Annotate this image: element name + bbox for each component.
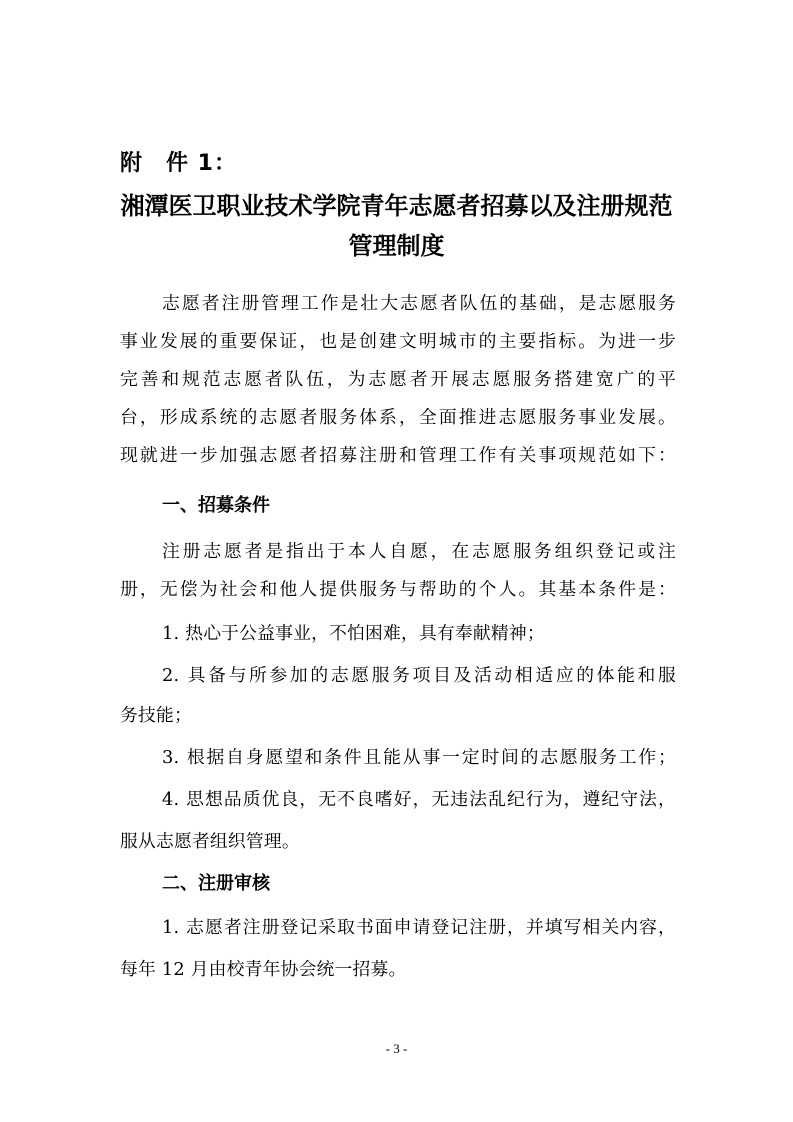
section1-paragraph-line-2: 册，无偿为社会和他人提供服务与帮助的个人。其基本条件是：: [120, 579, 676, 600]
document-title-line-1: 湘潭医卫职业技术学院青年志愿者招募以及注册规范: [120, 192, 673, 220]
intro-line-2: 事业发展的重要保证，也是创建文明城市的主要指标。为进一步: [120, 331, 676, 352]
condition-item-3: 3. 根据自身愿望和条件且能从事一定时间的志愿服务工作；: [162, 747, 676, 768]
condition-item-1: 1. 热心于公益事业，不怕困难，具有奉献精神；: [162, 623, 545, 644]
page-number: - 3 -: [385, 1041, 408, 1056]
review-item-1-line-1: 1. 志愿者注册登记采取书面申请登记注册，并填写相关内容，: [162, 917, 676, 938]
intro-line-5: 现就进一步加强志愿者招募注册和管理工作有关事项规范如下：: [120, 445, 676, 466]
attachment-label: 附 件 1：: [120, 151, 237, 176]
section-heading-recruitment: 一、招募条件: [162, 495, 270, 516]
condition-item-4-line-1: 4. 思想品质优良，无不良嗜好，无违法乱纪行为，遵纪守法，: [162, 789, 676, 810]
document-title-line-2: 管理制度: [348, 232, 445, 260]
review-item-1-line-2: 每年 12 月由校青年协会统一招募。: [120, 959, 407, 980]
section1-paragraph-line-1: 注册志愿者是指出于本人自愿，在志愿服务组织登记或注: [162, 541, 676, 562]
condition-item-4-line-2: 服从志愿者组织管理。: [120, 831, 300, 852]
intro-line-1: 志愿者注册管理工作是壮大志愿者队伍的基础，是志愿服务: [162, 293, 676, 314]
intro-line-3: 完善和规范志愿者队伍，为志愿者开展志愿服务搭建宽广的平: [120, 369, 676, 390]
section-heading-registration-review: 二、注册审核: [162, 873, 270, 894]
condition-item-2-line-2: 务技能；: [120, 705, 192, 726]
condition-item-2-line-1: 2. 具备与所参加的志愿服务项目及活动相适应的体能和服: [162, 665, 676, 686]
intro-line-4: 台，形成系统的志愿者服务体系，全面推进志愿服务事业发展。: [120, 407, 676, 428]
